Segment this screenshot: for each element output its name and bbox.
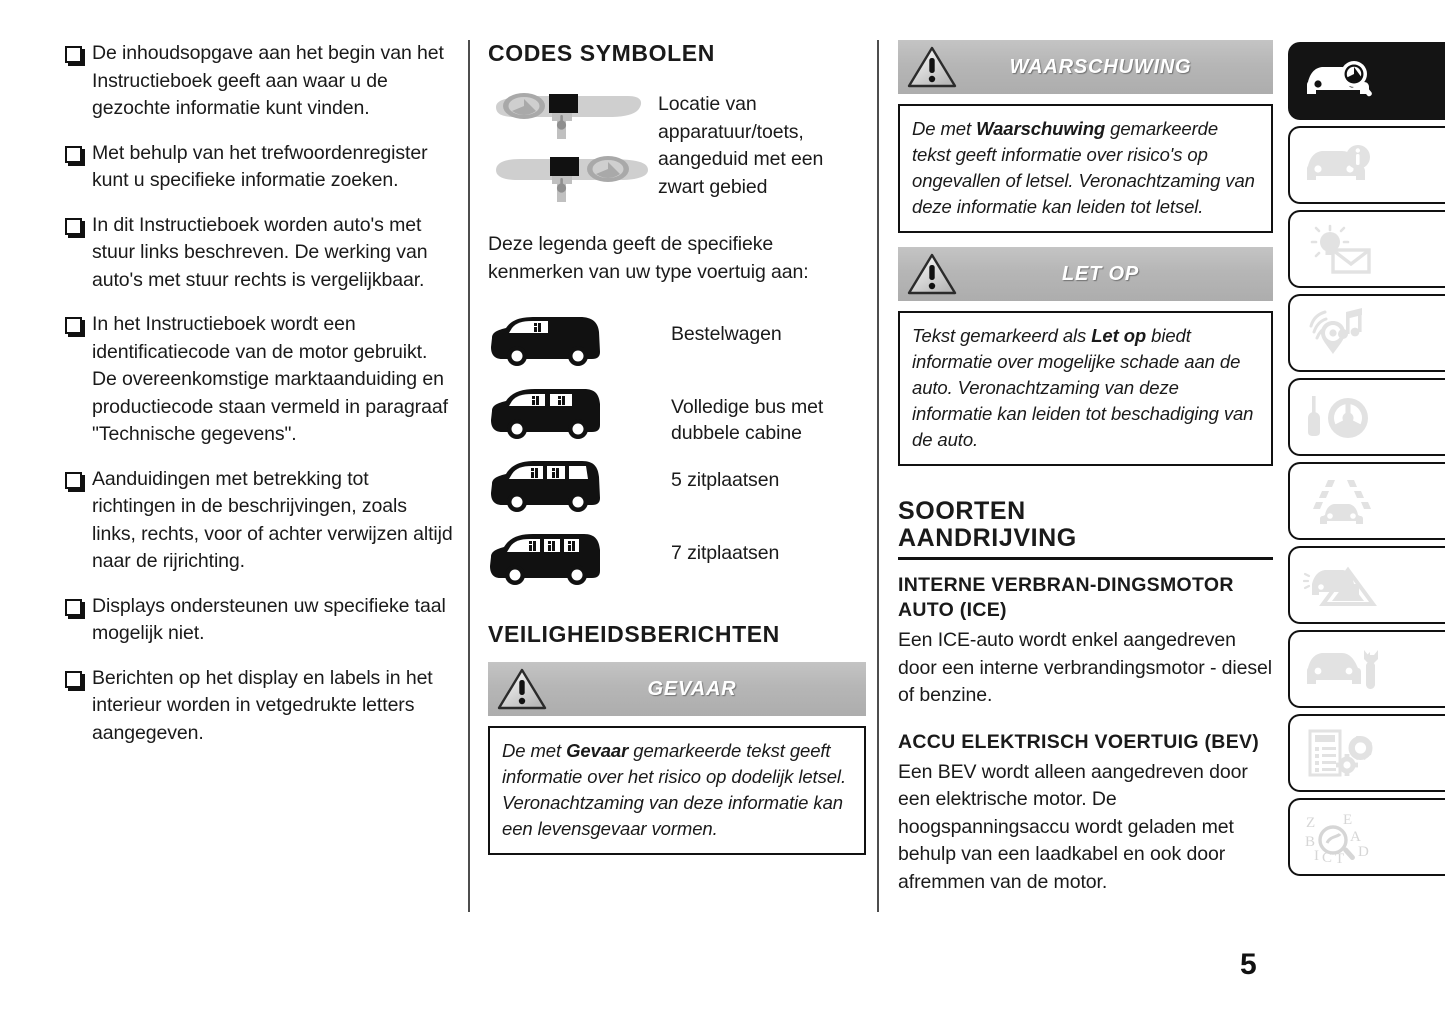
caution-notice — [898, 247, 1273, 466]
dashboard-pair-illustration — [488, 89, 658, 215]
car-magnifier-icon — [1302, 56, 1380, 106]
breakdown-triangle-icon — [1302, 560, 1380, 610]
drivetrain-types-heading — [898, 498, 1273, 560]
dashboard-legend-label: Locatie van apparatuur/toets, aangeduid met een zwart gebied — [658, 93, 824, 198]
list-item — [64, 665, 456, 748]
tab-driver-assistance[interactable] — [1288, 462, 1445, 540]
bev-section-heading: ACCU ELEKTRISCH VOERTUIG (BEV) — [898, 730, 1260, 753]
warning-notice-title: WAARSCHUWING — [1009, 55, 1192, 78]
vehicle-type-label: 7 zitplaatsen — [671, 542, 780, 564]
svg-text:I: I — [1314, 848, 1319, 864]
warning-notice-body — [898, 104, 1273, 233]
caution-notice-title: LET OP — [1061, 262, 1140, 285]
combi-7-seat-icon — [488, 531, 608, 589]
right-column — [898, 40, 1273, 916]
combi-7-seat-illustration — [488, 531, 671, 594]
middle-column — [488, 40, 866, 869]
column-divider-left — [468, 40, 470, 912]
danger-body-lead: De met — [502, 740, 567, 761]
dashboard-rhd-icon — [488, 152, 658, 210]
vehicle-type-label: Bestelwagen — [671, 323, 782, 345]
intro-bullet-list — [64, 40, 456, 747]
caution-body-keyword: Let op — [1091, 325, 1147, 346]
list-item — [64, 466, 456, 576]
square-bullet-icon — [65, 46, 82, 63]
tab-index[interactable] — [1288, 798, 1445, 876]
warning-notice-header — [898, 40, 1273, 94]
ice-section-body: Een ICE-auto wordt enkel aangedreven door een interne verbrandingsmotor - diesel of benzine. — [898, 629, 1272, 706]
tab-maintenance[interactable] — [1288, 630, 1445, 708]
safety-messages-heading: VEILIGHEIDSBERICHTEN — [488, 621, 780, 647]
danger-notice-title: GEVAAR — [647, 677, 737, 700]
list-item — [64, 40, 456, 123]
svg-text:Z: Z — [1306, 815, 1316, 831]
square-bullet-icon — [65, 218, 82, 235]
svg-text:E: E — [1343, 812, 1353, 828]
bullet-text: Displays ondersteunen uw specifieke taal mogelijk niet. — [92, 594, 446, 644]
svg-text:B: B — [1305, 834, 1316, 850]
tab-emergency[interactable] — [1288, 546, 1445, 624]
lane-assist-icon — [1302, 475, 1380, 527]
vehicle-type-label: 5 zitplaatsen — [671, 469, 780, 491]
danger-body-keyword: Gevaar — [566, 740, 629, 761]
tab-dashboard-info[interactable] — [1288, 126, 1445, 204]
square-bullet-icon — [65, 599, 82, 616]
tab-starting-driving[interactable] — [1288, 378, 1445, 456]
list-item — [64, 311, 456, 449]
tab-infotainment[interactable] — [1288, 294, 1445, 372]
caution-notice-header — [898, 247, 1273, 301]
warning-triangle-icon — [495, 666, 549, 717]
vehicle-type-row — [488, 531, 866, 595]
specs-gears-icon — [1302, 726, 1380, 780]
svg-text:A: A — [1350, 829, 1361, 845]
list-item — [64, 593, 456, 648]
ice-section-heading: INTERNE VERBRAN-DINGSMOTOR AUTO (ICE) — [898, 574, 1234, 621]
dashboard-lhd-icon — [488, 89, 658, 147]
bev-section-body: Een BEV wordt alleen aangedreven door een elektrische motor. De hoogspanningsaccu wordt geladen met behulp van een laadkabel en ook door afremmen van de motor. — [898, 760, 1248, 893]
danger-body-rest: gemarkeerde tekst geeft informatie over het risico op dodelijk letsel. Veronachtzaming van deze informatie kan een levensgevaar vormen. — [502, 740, 846, 839]
crew-van-icon — [488, 385, 608, 443]
bullet-text: In het Instructieboek wordt een identificatiecode van de motor gebruikt. De overeenkomstige marktaanduiding en productiecode staan vermeld in paragraaf "Technische gegevens". — [92, 313, 448, 445]
list-item — [64, 212, 456, 295]
bullet-text: Berichten op het display en labels in het interieur worden in vetgedrukte letters aangegeven. — [92, 666, 433, 744]
column-divider-right — [877, 40, 879, 912]
caution-body-rest: biedt informatie over mogelijke schade aan de auto. Veronachtzaming van deze informatie kan leiden tot beschadiging van de auto. — [912, 325, 1254, 450]
vehicle-type-label: Volledige bus met dubbele cabine — [671, 396, 824, 444]
radio-navigation-icon — [1302, 306, 1380, 360]
page-number: 5 — [1240, 948, 1257, 981]
drivetrain-heading-line2: AANDRIJVING — [898, 524, 1077, 552]
svg-text:T: T — [1335, 851, 1345, 864]
warning-body-rest: gemarkeerde tekst geeft informatie over risico's op ongevallen of letsel. Veronachtzaming van deze informatie kan leiden tot letsel. — [912, 118, 1255, 217]
vehicle-type-row — [488, 385, 866, 449]
warning-notice — [898, 40, 1273, 233]
bullet-text: Met behulp van het trefwoordenregister kunt u specifieke informatie zoeken. — [92, 141, 428, 191]
square-bullet-icon — [65, 671, 82, 688]
svg-text:D: D — [1358, 844, 1369, 860]
car-wrench-icon — [1302, 644, 1380, 694]
tab-technical-data[interactable] — [1288, 714, 1445, 792]
car-info-icon — [1302, 140, 1380, 190]
panel-van-illustration — [488, 312, 671, 375]
legend-intro-text: Deze legenda geeft de specifieke kenmerken van uw type voertuig aan: — [488, 233, 809, 283]
warning-triangle-icon — [905, 44, 959, 95]
bullet-text: Aanduidingen met betrekking tot richtingen in de beschrijvingen, zoals links, rechts, voor of achter verwijzen altijd naar de rijrichting. — [92, 467, 453, 572]
square-bullet-icon — [65, 146, 82, 163]
panel-van-icon — [488, 312, 608, 370]
svg-text:C: C — [1322, 850, 1333, 864]
chapter-tab-strip — [1288, 42, 1445, 882]
vehicle-type-row — [488, 458, 866, 522]
combi-5-seat-illustration — [488, 458, 671, 521]
warning-triangle-icon — [905, 251, 959, 302]
dashboard-location-legend — [488, 89, 866, 215]
square-bullet-icon — [65, 317, 82, 334]
gearshift-steering-icon — [1302, 392, 1380, 442]
tab-vehicle-overview[interactable] — [1288, 42, 1445, 120]
caution-notice-body — [898, 311, 1273, 466]
warning-light-envelope-icon — [1302, 223, 1380, 275]
bullet-text: In dit Instructieboek worden auto's met stuur links beschreven. De werking van auto's met stuur rechts is vergelijkbaar. — [92, 213, 428, 291]
vehicle-type-row — [488, 312, 866, 376]
drivetrain-heading-line1: SOORTEN — [898, 497, 1026, 525]
bullet-text: De inhoudsopgave aan het begin van het Instructieboek geeft aan waar u de gezochte informatie kunt vinden. — [92, 42, 444, 119]
tab-warning-lights-messages[interactable] — [1288, 210, 1445, 288]
codes-symbols-heading: CODES SYMBOLEN — [488, 40, 715, 66]
left-column — [64, 40, 456, 764]
list-item — [64, 140, 456, 195]
combi-5-seat-icon — [488, 458, 608, 516]
caution-body-lead: Tekst gemarkeerd als — [912, 325, 1092, 346]
square-bullet-icon — [65, 472, 82, 489]
alphabetical-index-icon — [1302, 810, 1390, 864]
danger-notice — [488, 662, 866, 855]
warning-body-keyword: Waarschuwing — [976, 118, 1106, 139]
danger-notice-header — [488, 662, 866, 716]
warning-body-lead: De met — [912, 118, 977, 139]
danger-notice-body — [488, 726, 866, 855]
crew-van-illustration — [488, 385, 671, 448]
